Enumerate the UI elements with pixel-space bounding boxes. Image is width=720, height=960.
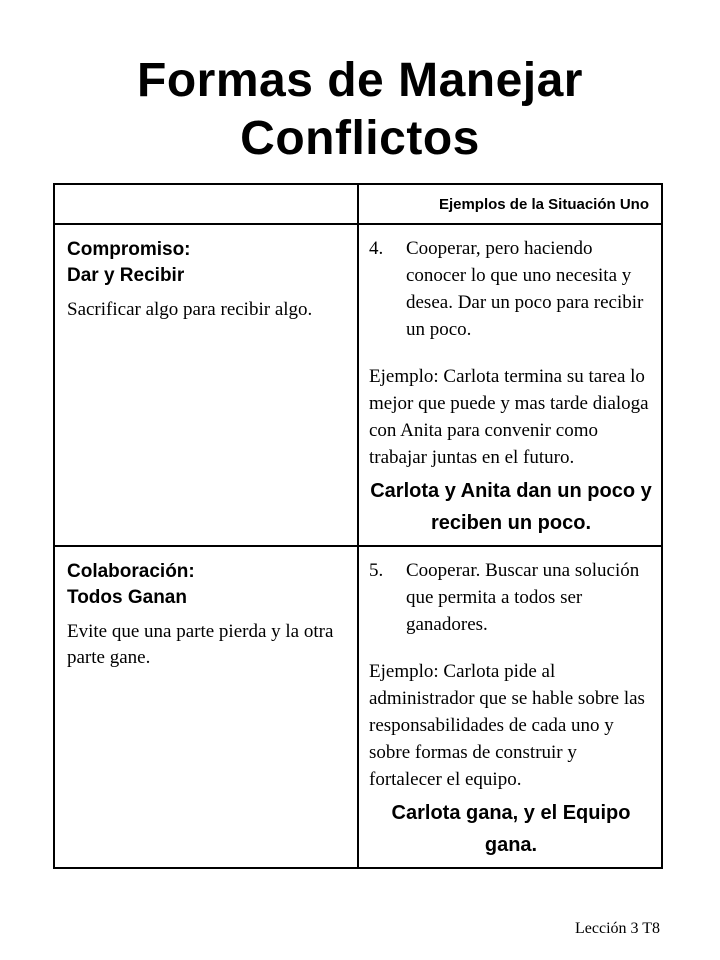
table-header-row bbox=[54, 184, 662, 224]
outcome-text: Carlota y Anita dan un poco y reciben un poco. bbox=[370, 480, 652, 534]
outcome-text: Carlota gana, y el Equipo gana. bbox=[391, 802, 631, 856]
example-cell bbox=[358, 546, 662, 868]
style-name-line-2: Dar y Recibir bbox=[67, 265, 185, 286]
style-name-line-1: Colaboración: bbox=[67, 561, 195, 582]
example-text: Ejemplo: Carlota termina su tarea lo mejor que puede y mas tarde dialoga con Anita para convenir como trabajar juntas en el futuro. bbox=[369, 366, 649, 468]
style-cell bbox=[54, 224, 358, 546]
table-row bbox=[54, 224, 662, 546]
table-header: Ejemplos de la Situación Uno bbox=[358, 184, 662, 224]
style-description: Evite que una parte pierda y la otra parte gane. bbox=[67, 621, 334, 668]
point-text: Cooperar. Buscar una solución que permita a todos ser ganadores. bbox=[406, 560, 640, 635]
table-row bbox=[54, 546, 662, 868]
page-title bbox=[0, 52, 720, 168]
point-number: 5. bbox=[369, 560, 384, 581]
example-cell bbox=[358, 224, 662, 546]
point-number: 4. bbox=[369, 238, 384, 259]
page-footer: Lección 3 T8 bbox=[574, 920, 660, 937]
style-description: Sacrificar algo para recibir algo. bbox=[67, 299, 313, 320]
numbered-point bbox=[369, 235, 653, 343]
page-title-line-2: Conflictos bbox=[240, 112, 480, 165]
point-text: Cooperar, pero haciendo conocer lo que uno necesita y desea. Dar un poco para recibir un poco. bbox=[406, 238, 644, 340]
style-name-line-2: Todos Ganan bbox=[67, 587, 187, 608]
conflict-styles-table bbox=[53, 183, 663, 869]
example-text: Ejemplo: Carlota pide al administrador que se hable sobre las responsabilidades de cada uno y sobre formas de construir y fortalecer el equipo. bbox=[369, 661, 645, 790]
page-title-line-1: Formas de Manejar bbox=[137, 54, 583, 107]
numbered-point bbox=[369, 557, 653, 638]
style-cell bbox=[54, 546, 358, 868]
style-name-line-1: Compromiso: bbox=[67, 239, 191, 260]
